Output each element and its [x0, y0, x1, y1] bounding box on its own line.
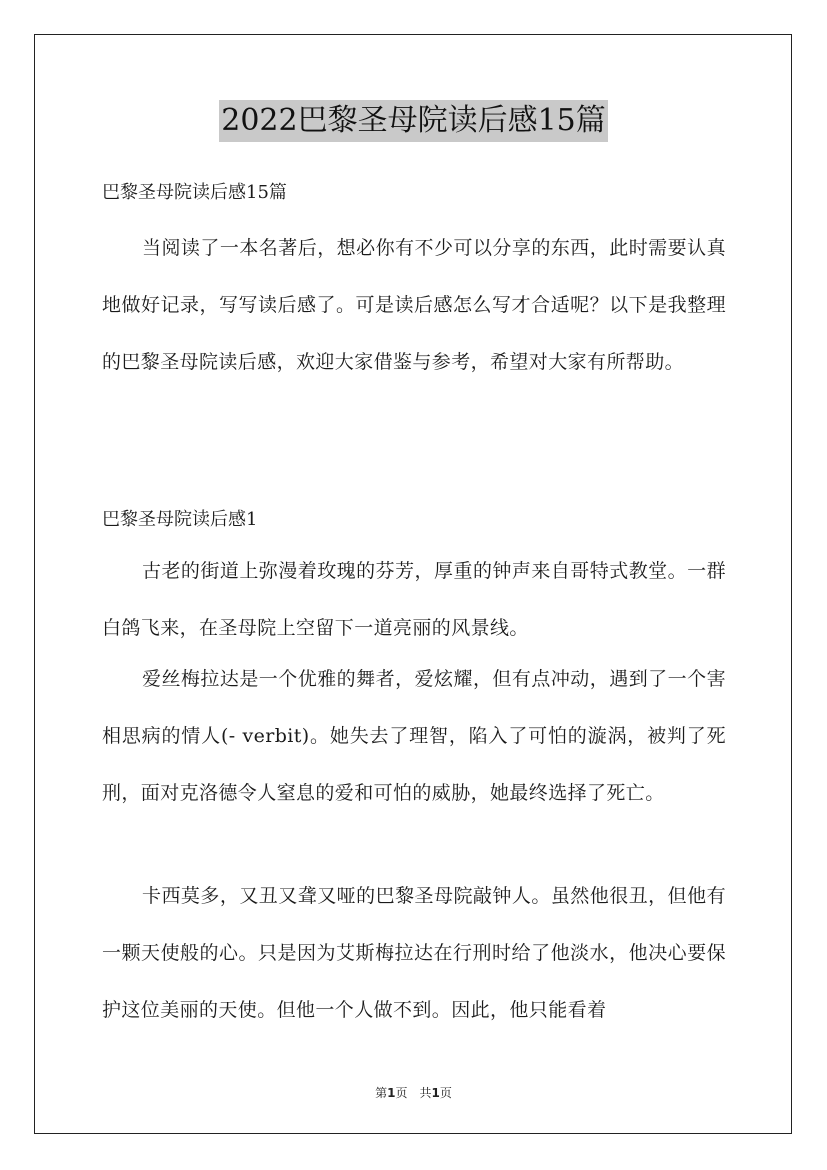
body-paragraph-1: 古老的街道上弥漫着玫瑰的芬芳，厚重的钟声来自哥特式教堂。一群白鸽飞来，在圣母院上空留下一道亮丽的风景线。	[102, 560, 726, 639]
footer-total-pages: 1	[431, 1086, 440, 1100]
section-heading: 巴黎圣母院读后感1	[102, 509, 258, 530]
footer-suffix: 页	[439, 1086, 452, 1100]
footer-current-page: 1	[387, 1086, 396, 1100]
body-paragraph-3: 卡西莫多，又丑又聋又哑的巴黎圣母院敲钟人。虽然他很丑，但他有一颗天使般的心。只是因为艾斯梅拉达在行刑时给了他淡水，他决心要保护这位美丽的天使。但他一个人做不到。因此，他只能看着	[102, 885, 726, 1021]
footer-prefix: 第	[375, 1086, 388, 1100]
body-paragraph-2: 爱丝梅拉达是一个优雅的舞者，爱炫耀，但有点冲动，遇到了一个害相思病的情人(- verbit)。她失去了理智，陷入了可怕的漩涡，被判了死刑，面对克洛德令人窒息的爱和可怕的威胁，她最终选择了死亡。	[102, 668, 726, 804]
page-footer	[0, 1084, 827, 1101]
intro-paragraph: 当阅读了一本名著后，想必你有不少可以分享的东西，此时需要认真地做好记录，写写读后感了。可是读后感怎么写才合适呢？以下是我整理的巴黎圣母院读后感，欢迎大家借鉴与参考，希望对大家有所帮助。	[102, 237, 726, 373]
footer-mid: 页 共	[395, 1086, 432, 1100]
document-title	[0, 100, 827, 142]
document-title-text: 2022巴黎圣母院读后感15篇	[219, 100, 608, 142]
document-subtitle: 巴黎圣母院读后感15篇	[102, 182, 287, 203]
